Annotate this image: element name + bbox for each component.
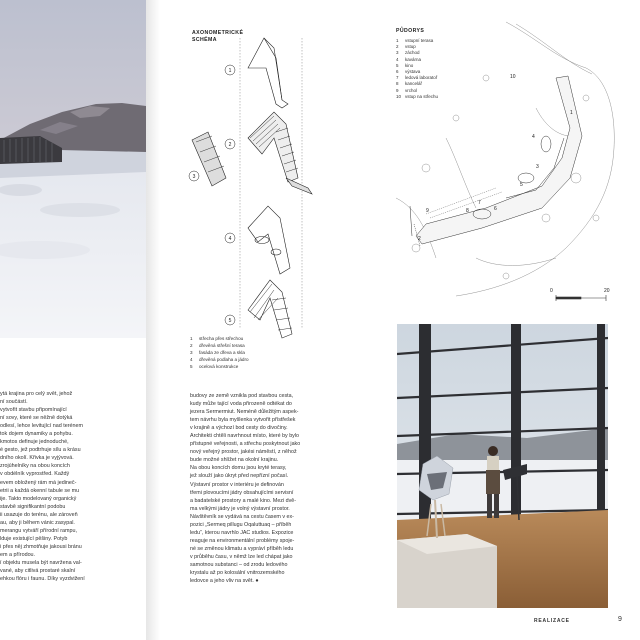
left-article-text (0, 390, 142, 583)
axonometry-step-label: 3 (192, 174, 196, 180)
plan-mark: 2 (418, 236, 421, 242)
legend-item: 8 kancelář (396, 81, 423, 87)
text-line: budovy ze země vznikla pod stavbou cesta, (190, 393, 294, 399)
axonometry-step-label: 2 (228, 142, 232, 148)
legend-item: 4 dřevěná podlaha a jádro (190, 357, 249, 363)
text-line: etrii a každá okenní tabule se mu (0, 487, 80, 494)
page-number: 9 (618, 616, 622, 623)
text-line: v krajině a výchozí bod cesty do divočiny. (190, 425, 288, 432)
text-line: ní součástí. (0, 399, 28, 406)
text-line: vané, aby citlivá prostaré skalní (0, 568, 76, 575)
text-line: stavbě signifikantní podobu (0, 503, 66, 510)
text-line: tem návrhu byla myšlenka vytvořit přístřešek (190, 417, 296, 424)
text-line: ytá krajina pro celý svět, jehož (0, 391, 73, 397)
axonometry-step-label: 5 (228, 318, 232, 324)
text-line: přístupné veřejnosti, a střechu poskytnout jako (190, 441, 301, 448)
legend-item: 10 vstup na střechu (396, 93, 439, 99)
text-line: reaguje na environmentální problémy spoje- (190, 537, 295, 544)
text-line: v obdélník vyprostřed. Každý (0, 471, 70, 478)
text-line: kudy může tající voda přirozeně odtékat do (190, 401, 292, 408)
text-line: lduje existující pěšiny. Potyb (0, 535, 68, 542)
text-line: i přes něj zhmotňuje jakousi bránu (0, 543, 82, 550)
plan-mark: 8 (466, 208, 469, 214)
scale-start-label: 0 (550, 288, 553, 294)
axonometry-legend (190, 335, 249, 370)
text-line: dního okolí. Křivka je vyjývová. (0, 455, 74, 462)
text-line: em a přírodou. (0, 551, 36, 558)
text-line: jež slouží jako úkryt před nepřízní počasí. (190, 473, 289, 480)
plan-mark: 4 (532, 134, 535, 140)
legend-item: 3 záchod (396, 50, 420, 56)
section-label: REALIZACE (534, 618, 570, 624)
legend-item: 5 ocelová konstrukce (190, 364, 239, 370)
scale-end-label: 20 (604, 288, 610, 294)
text-line: zrojúhelníky na obou koncích (0, 463, 70, 470)
text-line: ledovce a jeho vliv na svět. ● (190, 578, 259, 585)
legend-item: 1 vstupní terasa (396, 38, 434, 43)
text-line: bude možné shlížet na okolní krajinu. (190, 457, 279, 464)
text-line: é gesto, jež podtrhuje sílu a krásu (0, 447, 81, 454)
plan-mark: 3 (536, 164, 539, 170)
text-line: odlesí, lehce levitující nad terénem (0, 423, 84, 430)
middle-article-text (190, 392, 358, 585)
floor-plan-title: PŮDORYS (396, 28, 425, 34)
text-line: krystalu až po kolosální vnitrozemského (190, 570, 285, 577)
text-line: Výstavní prostor v interiéru je definován (190, 481, 284, 488)
plan-mark: 6 (494, 206, 497, 212)
axonometry-step-label: 1 (228, 68, 232, 74)
axonometry-title-line2: SCHÉMA (192, 37, 217, 43)
text-line: vytvořit stavbu připomínající (0, 407, 67, 414)
text-line: ma velkými jádry je volný výstavní prostor. (190, 505, 290, 512)
legend-item: 4 kavárna (396, 56, 422, 62)
text-line: ije. Takto modelovaný organický (0, 495, 77, 502)
plan-mark: 5 (520, 182, 523, 188)
plan-mark: 9 (426, 208, 429, 214)
text-line: merangu vytváří přírodní rampu, (0, 527, 77, 534)
legend-item: 9 vrchol (396, 87, 418, 93)
legend-item: 2 dřevěná střešní terasa (190, 343, 245, 349)
legend-item: 5 kino (396, 62, 414, 68)
legend-item: 3 fasáda ze dřeva a skla (190, 350, 245, 356)
text-line: Na obou koncích domu jsou kryté terasy, (190, 465, 287, 472)
text-line: ii usazuje do terénu, ale zároveň (0, 511, 78, 518)
plan-mark: 7 (478, 200, 481, 206)
text-line: au, aby ji během vánic zasypal. (0, 519, 75, 526)
text-line: ledu“, kterou navrhlo JAC studios. Expozice (190, 529, 294, 536)
text-line: né se změnou klimatu a vypráví příběh ledu (190, 545, 294, 552)
legend-item: 1 střecha přes střechou (190, 336, 244, 341)
text-line: Návštěvník se vydává na cestu časem v ex- (190, 513, 294, 520)
left-page (0, 0, 146, 640)
text-line: kmotos definuje jednoduché, (0, 439, 69, 446)
legend-item: 6 výstava (396, 69, 421, 75)
text-line: í objektu musela být navržena val- (0, 559, 82, 566)
text-line: v průběhu času, v němž lze led chápat jako (190, 553, 293, 560)
text-line: Architekti chtěli navrhnout místo, které by bylo (190, 433, 300, 440)
axonometric-diagram (178, 28, 378, 340)
text-line: samotnou substanci – od zrodu ledového (190, 561, 288, 568)
text-line: a badatelské prostory a malé kino. Mezi dvě- (190, 497, 297, 504)
text-line: jezera Sermermiut. Neméně důležitým aspek- (190, 409, 299, 416)
axonometry-step-label: 4 (228, 236, 232, 242)
legend-item: 7 ledová laboratoř (396, 75, 438, 81)
plan-mark: 10 (510, 74, 516, 80)
plan-mark: 1 (570, 110, 573, 116)
text-line: nový veřejný prostor, jakési náměstí, z něhož (190, 449, 297, 456)
text-line: pozici „Sermeq pillugu Oqaluttuaq – příběh (190, 521, 292, 528)
page-gutter (146, 0, 160, 640)
text-line: evem obložený rám má jedineč- (0, 479, 77, 486)
legend-item: 2 vstup (396, 44, 416, 50)
text-line: ní sovy, které se něžně dotýká (0, 415, 73, 422)
axonometry-title-line1: AXONOMETRICKÉ (192, 30, 244, 36)
interior-photo (397, 324, 608, 608)
text-line: třemi plovoucími jádry obsahujícími servisní (190, 489, 294, 496)
snow-landscape-photo (0, 0, 146, 338)
text-line: ehkou flóru i faunu. Díky vyzdvižení (0, 576, 85, 583)
floor-plan-legend (396, 38, 438, 100)
text-line: tok dojem dynamiky a pohybu. (0, 431, 73, 438)
